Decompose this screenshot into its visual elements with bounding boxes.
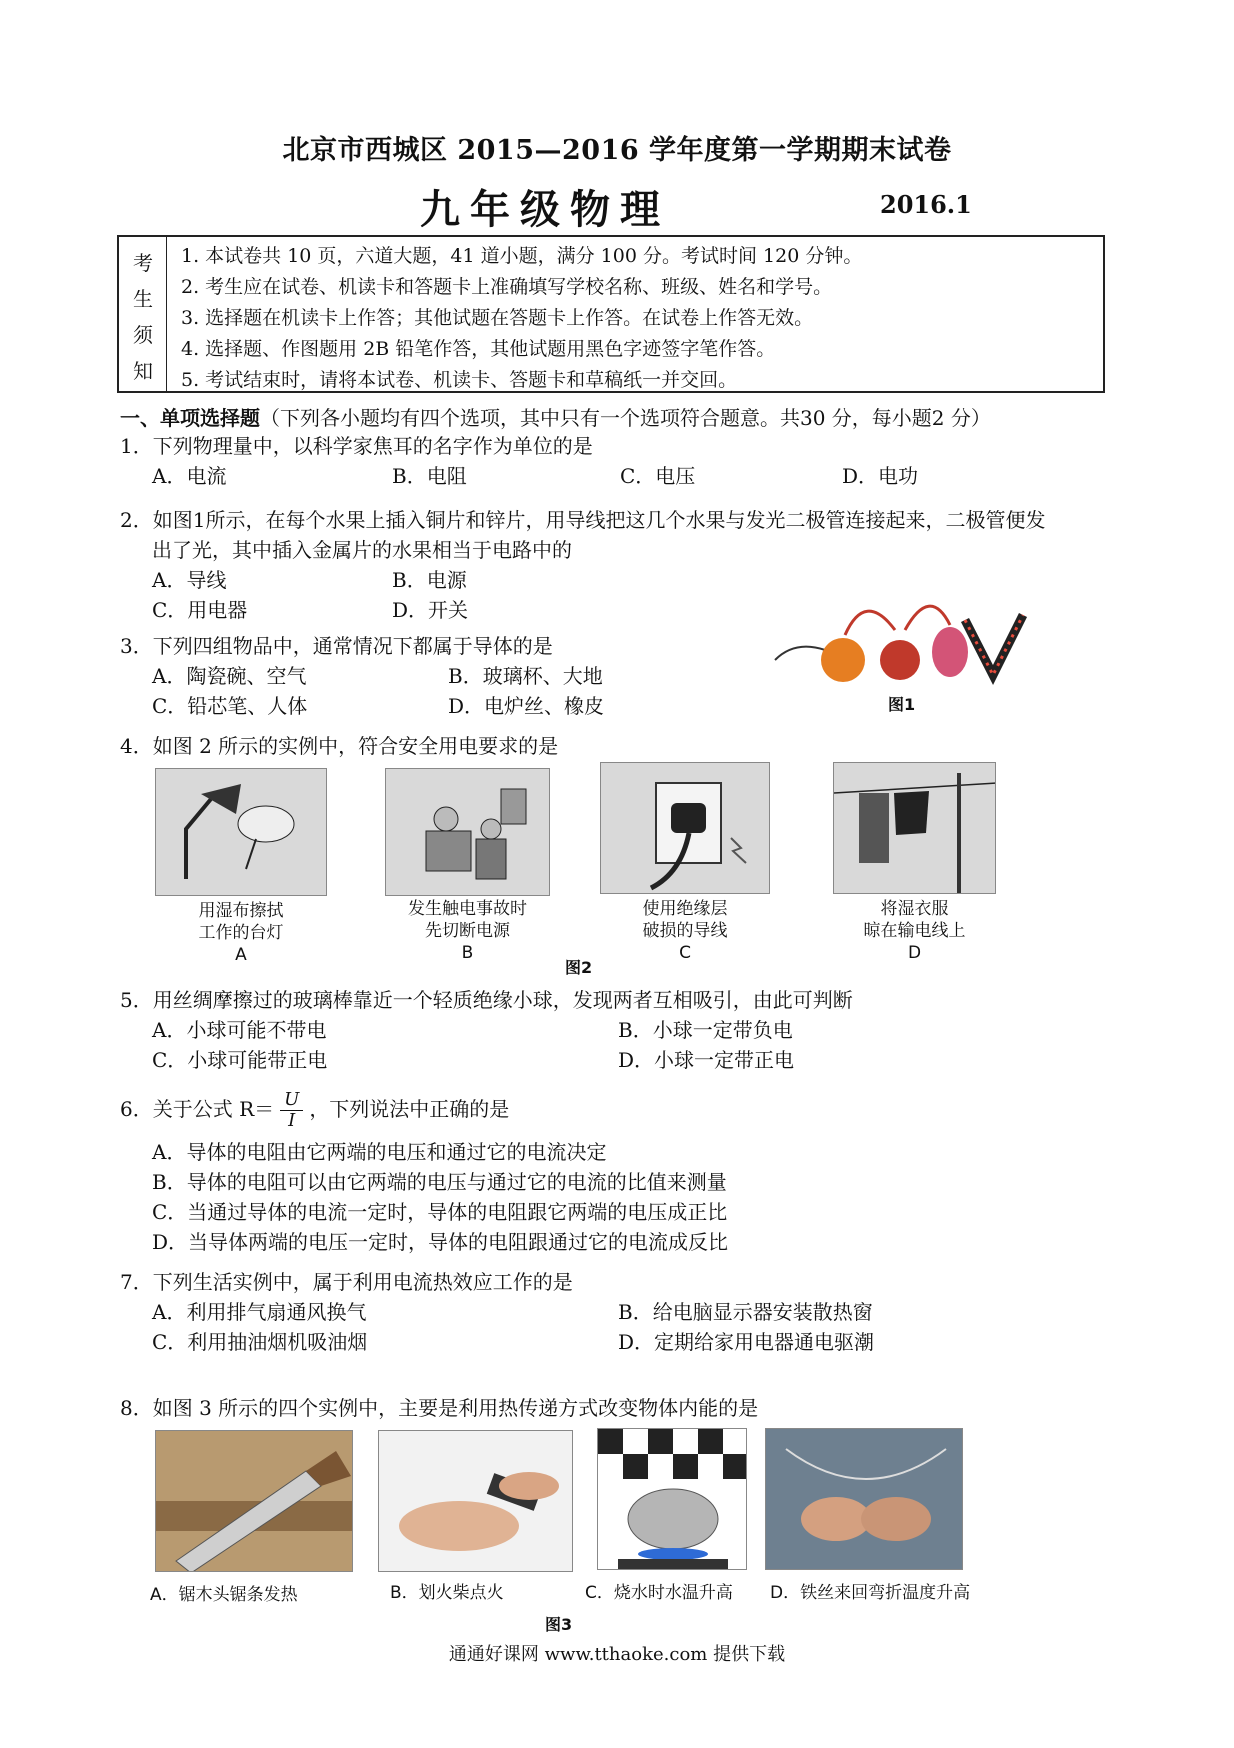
notice-item: 4. 选择题、作图题用 2B 铅笔作答，其他试题用黑色字迹签字笔作答。 <box>181 338 776 360</box>
option: B．小球一定带负电 <box>618 1018 793 1042</box>
caption-letter: B <box>461 943 474 963</box>
caption-3a: A．锯木头锯条发热 <box>150 1585 298 1605</box>
figure-2b-rescue <box>385 768 550 896</box>
caption-line: 先切断电源 <box>425 921 510 941</box>
section-title: 一、单项选择题 <box>120 406 260 430</box>
caption-letter: C <box>679 943 691 963</box>
wire <box>775 647 825 660</box>
notice-box <box>117 235 1105 393</box>
option: B．电源 <box>392 568 467 592</box>
caption-3c: C．烧水时水温升高 <box>585 1583 733 1603</box>
option: C．当通过导体的电流一定时，导体的电阻跟它两端的电压成正比 <box>152 1200 728 1224</box>
figure-2a-lamp <box>155 768 327 896</box>
section-note: （下列各小题均有四个选项，其中只有一个选项符合题意。共30 分，每小题2 分） <box>260 406 991 430</box>
figure-3d-wire <box>765 1428 963 1570</box>
question-stem: 5．用丝绸摩擦过的玻璃棒靠近一个轻质绝缘小球，发现两者互相吸引，由此可判断 <box>120 988 853 1012</box>
notice-item: 2. 考生应在试卷、机读卡和答题卡上准确填写学校名称、班级、姓名和学号。 <box>181 276 833 298</box>
figure-1-fruit-battery <box>755 580 1055 700</box>
option: D．电功 <box>842 464 919 488</box>
stem-post: ，下列说法中正确的是 <box>309 1097 510 1121</box>
stem-pre: 6．关于公式 R＝ <box>120 1097 275 1121</box>
caption-line: 破损的导线 <box>642 921 728 941</box>
match-illustration <box>379 1431 573 1572</box>
exam-subtitle: 九年级物理 <box>420 186 670 233</box>
option: D．小球一定带正电 <box>618 1048 795 1072</box>
question-stem: 1．下列物理量中，以科学家焦耳的名字作为单位的是 <box>120 434 593 458</box>
figure-3c-kettle <box>597 1428 747 1570</box>
option: A．利用排气扇通风换气 <box>152 1300 367 1324</box>
caption-3d: D．铁丝来回弯折温度升高 <box>770 1583 971 1603</box>
orange-fruit <box>821 638 865 682</box>
caption-line: 工作的台灯 <box>198 923 284 943</box>
option: D．开关 <box>392 598 469 622</box>
fraction-numerator: U <box>280 1090 303 1111</box>
lamp-illustration <box>156 769 327 896</box>
kettle-illustration <box>598 1429 747 1570</box>
question-stem: 8．如图 3 所示的四个实例中，主要是利用热传递方式改变物体内能的是 <box>120 1396 759 1420</box>
option: C．铅芯笔、人体 <box>152 694 308 718</box>
saw-illustration <box>156 1431 353 1572</box>
option: A．电流 <box>152 464 227 488</box>
option: B．玻璃杯、大地 <box>448 664 603 688</box>
caption-line: 使用绝缘层 <box>642 899 728 919</box>
wire <box>845 611 895 635</box>
wire-bending-illustration <box>766 1429 963 1570</box>
figure-2c-socket <box>600 762 770 894</box>
clothes-illustration <box>834 763 996 894</box>
section-heading <box>120 402 991 431</box>
notice-item: 3. 选择题在机读卡上作答；其他试题在答题卡上作答。在试卷上作答无效。 <box>181 307 814 329</box>
caption-3b: B．划火柴点火 <box>390 1583 504 1603</box>
caption-2d <box>833 898 996 964</box>
figure-1-label: 图1 <box>888 695 916 714</box>
figure-3b-match <box>378 1430 573 1572</box>
option: D．当导体两端的电压一定时，导体的电阻跟通过它的电流成反比 <box>152 1230 729 1254</box>
notice-label-char: 考 <box>133 251 153 275</box>
caption-line: 将湿衣服 <box>880 899 949 919</box>
fraction-denominator: I <box>288 1110 296 1131</box>
option: A．陶瓷碗、空气 <box>152 664 307 688</box>
question-stem-cont: 出了光，其中插入金属片的水果相当于电路中的 <box>152 538 572 562</box>
option: A．导线 <box>152 568 227 592</box>
apple-fruit <box>880 640 920 680</box>
figure-3a-saw <box>155 1430 353 1572</box>
exam-title: 北京市西城区 2015—2016 学年度第一学期期末试卷 <box>282 135 952 166</box>
option: C．电压 <box>620 464 696 488</box>
question-stem: 3．下列四组物品中，通常情况下都属于导体的是 <box>120 634 553 658</box>
option: B．导体的电阻可以由它两端的电压与通过它的电流的比值来测量 <box>152 1170 727 1194</box>
caption-letter: D <box>907 943 922 963</box>
caption-letter: A <box>235 945 247 965</box>
notice-item: 5. 考试结束时，请将本试卷、机读卡、答题卡和草稿纸一并交回。 <box>181 369 738 391</box>
formula-fraction <box>280 1090 303 1131</box>
caption-line: 发生触电事故时 <box>408 899 527 919</box>
wire <box>905 606 950 630</box>
footer-source: 通通好课网 www.tthaoke.com 提供下载 <box>448 1644 786 1665</box>
notice-label-char: 知 <box>133 359 153 383</box>
option: B．给电脑显示器安装散热窗 <box>618 1300 873 1324</box>
option: C．用电器 <box>152 598 248 622</box>
dragon-fruit <box>932 627 968 677</box>
caption-line: 晾在输电线上 <box>863 921 966 941</box>
question-stem: 7．下列生活实例中，属于利用电流热效应工作的是 <box>120 1270 573 1294</box>
led-strip <box>965 615 1023 675</box>
figure-3-label: 图3 <box>545 1615 573 1634</box>
notice-label-char: 生 <box>133 287 153 311</box>
caption-2a <box>155 900 327 966</box>
option: C．小球可能带正电 <box>152 1048 328 1072</box>
figure-2-label: 图2 <box>565 958 593 977</box>
question-stem: 4．如图 2 所示的实例中，符合安全用电要求的是 <box>120 734 559 758</box>
notice-items <box>181 241 862 396</box>
caption-2b <box>385 898 550 964</box>
option: C．利用抽油烟机吸油烟 <box>152 1330 368 1354</box>
notice-label <box>119 237 167 391</box>
caption-line: 用湿布擦拭 <box>198 901 284 921</box>
socket-illustration <box>601 763 770 894</box>
figure-2d-clothes <box>833 762 996 894</box>
question-stem: 2．如图1所示，在每个水果上插入铜片和锌片，用导线把这几个水果与发光二极管连接起来，二极管便发 <box>120 508 1046 532</box>
option: D．定期给家用电器通电驱潮 <box>618 1330 875 1354</box>
option: B．电阻 <box>392 464 467 488</box>
option: A．小球可能不带电 <box>152 1018 327 1042</box>
rescue-illustration <box>386 769 550 896</box>
notice-label-char: 须 <box>133 323 153 347</box>
question-stem <box>120 1090 509 1131</box>
option: A．导体的电阻由它两端的电压和通过它的电流决定 <box>152 1140 607 1164</box>
exam-date: 2016.1 <box>880 190 972 219</box>
option: D．电炉丝、橡皮 <box>448 694 605 718</box>
caption-2c <box>600 898 770 964</box>
notice-item: 1. 本试卷共 10 页，六道大题，41 道小题，满分 100 分。考试时间 120 分钟。 <box>181 245 863 267</box>
